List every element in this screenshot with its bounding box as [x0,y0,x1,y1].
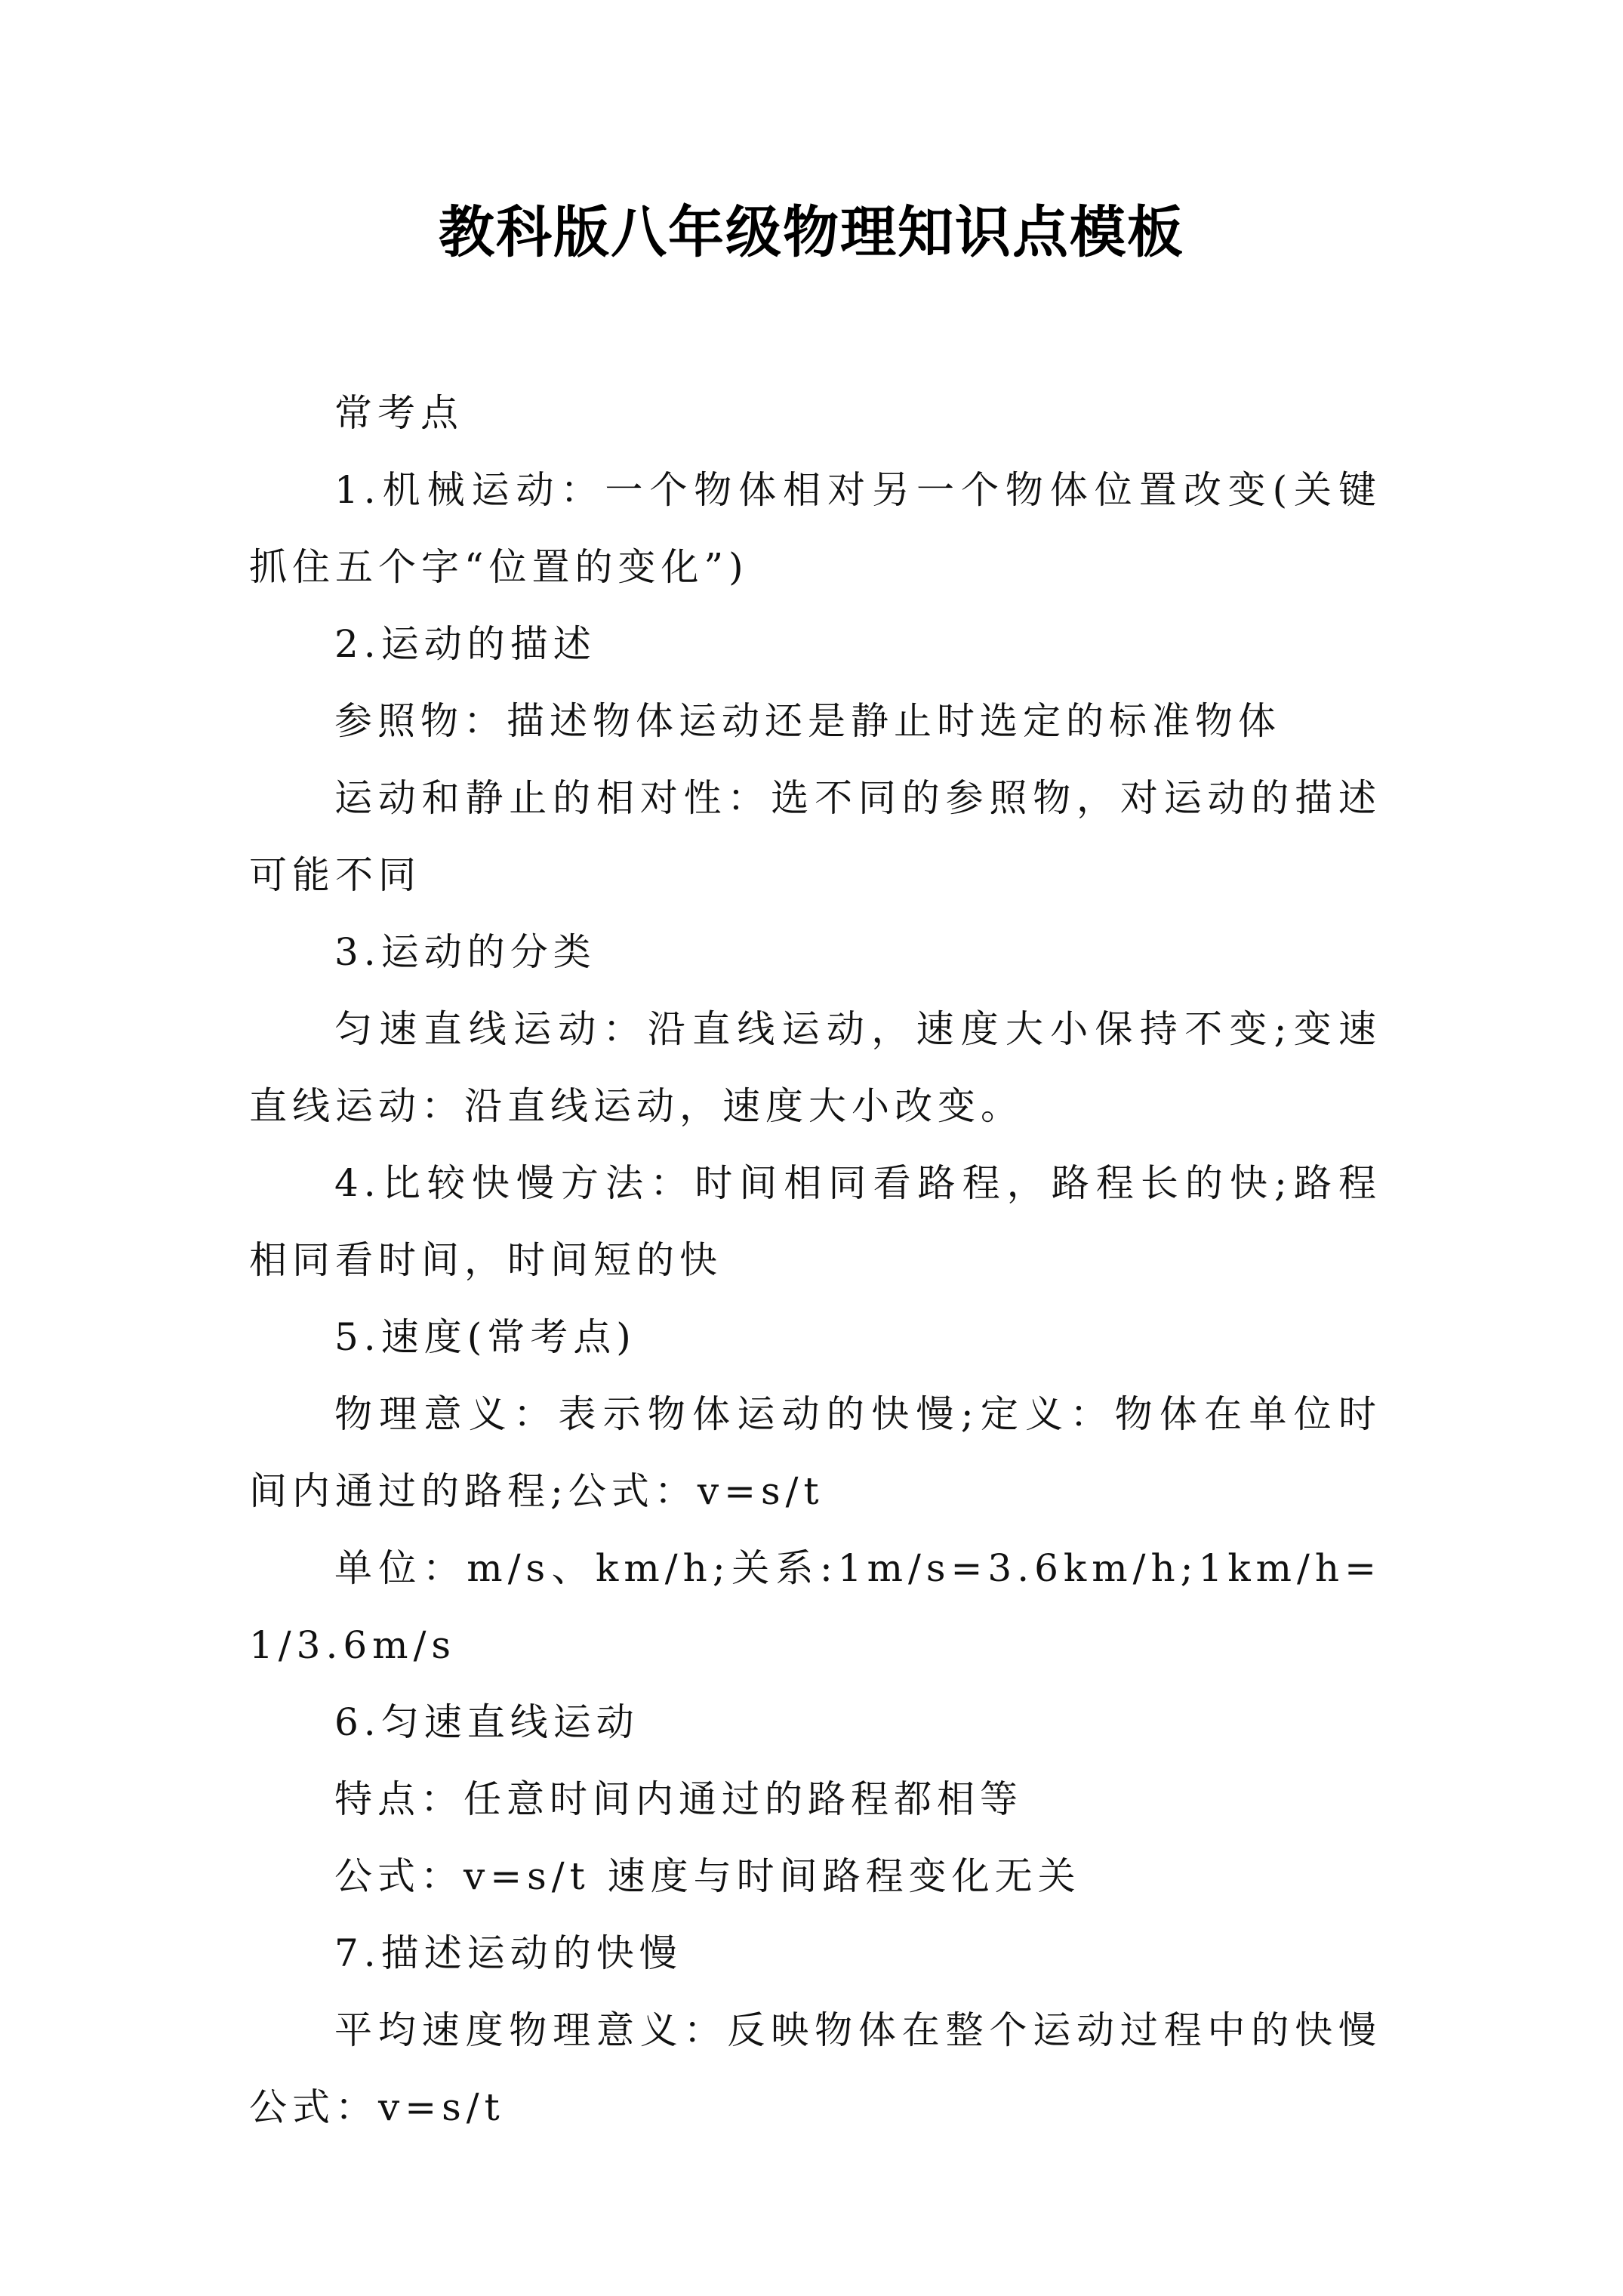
paragraph-reference-object: 参照物：描述物体运动还是静止时选定的标准物体 [334,699,1281,743]
paragraph-motion-description-heading: 2.运动的描述 [334,622,596,666]
paragraph-key-points: 常考点 [334,391,463,435]
paragraph-uniform-motion-formula: 公式：v=s/t 速度与时间路程变化无关 [334,1854,1081,1898]
paragraph-motion-types: 匀速直线运动：沿直线运动，速度大小保持不变;变速直线运动：沿直线运动，速度大小改变。 [249,1007,1381,1128]
paragraph-relativity: 运动和静止的相对性：选不同的参照物，对运动的描述可能不同 [249,776,1381,897]
paragraph-motion-types-heading: 3.运动的分类 [334,930,596,974]
paragraph-describe-speed-heading: 7.描述运动的快慢 [334,1931,682,1975]
paragraph-compare-speed: 4.比较快慢方法：时间相同看路程，路程长的快;路程相同看时间，时间短的快 [249,1161,1381,1282]
paragraph-uniform-motion-feature: 特点：任意时间内通过的路程都相等 [334,1777,1023,1821]
paragraph-speed-heading: 5.速度(常考点) [334,1315,636,1359]
paragraph-uniform-motion-heading: 6.匀速直线运动 [334,1700,639,1744]
paragraph-mechanical-motion: 1.机械运动：一个物体相对另一个物体位置改变(关键抓住五个字“位置的变化”) [249,468,1381,589]
paragraph-speed-units: 单位：m/s、km/h;关系:1m/s=3.6km/h;1km/h=1/3.6m/s [249,1546,1381,1667]
page-title: 教科版八年级物理知识点模板 [439,200,1184,265]
document-body [249,374,1381,2146]
paragraph-speed-definition: 物理意义：表示物体运动的快慢;定义：物体在单位时间内通过的路程;公式：v=s/t [249,1392,1381,1513]
paragraph-average-speed: 平均速度物理意义：反映物体在整个运动过程中的快慢公式：v=s/t [249,2008,1381,2129]
